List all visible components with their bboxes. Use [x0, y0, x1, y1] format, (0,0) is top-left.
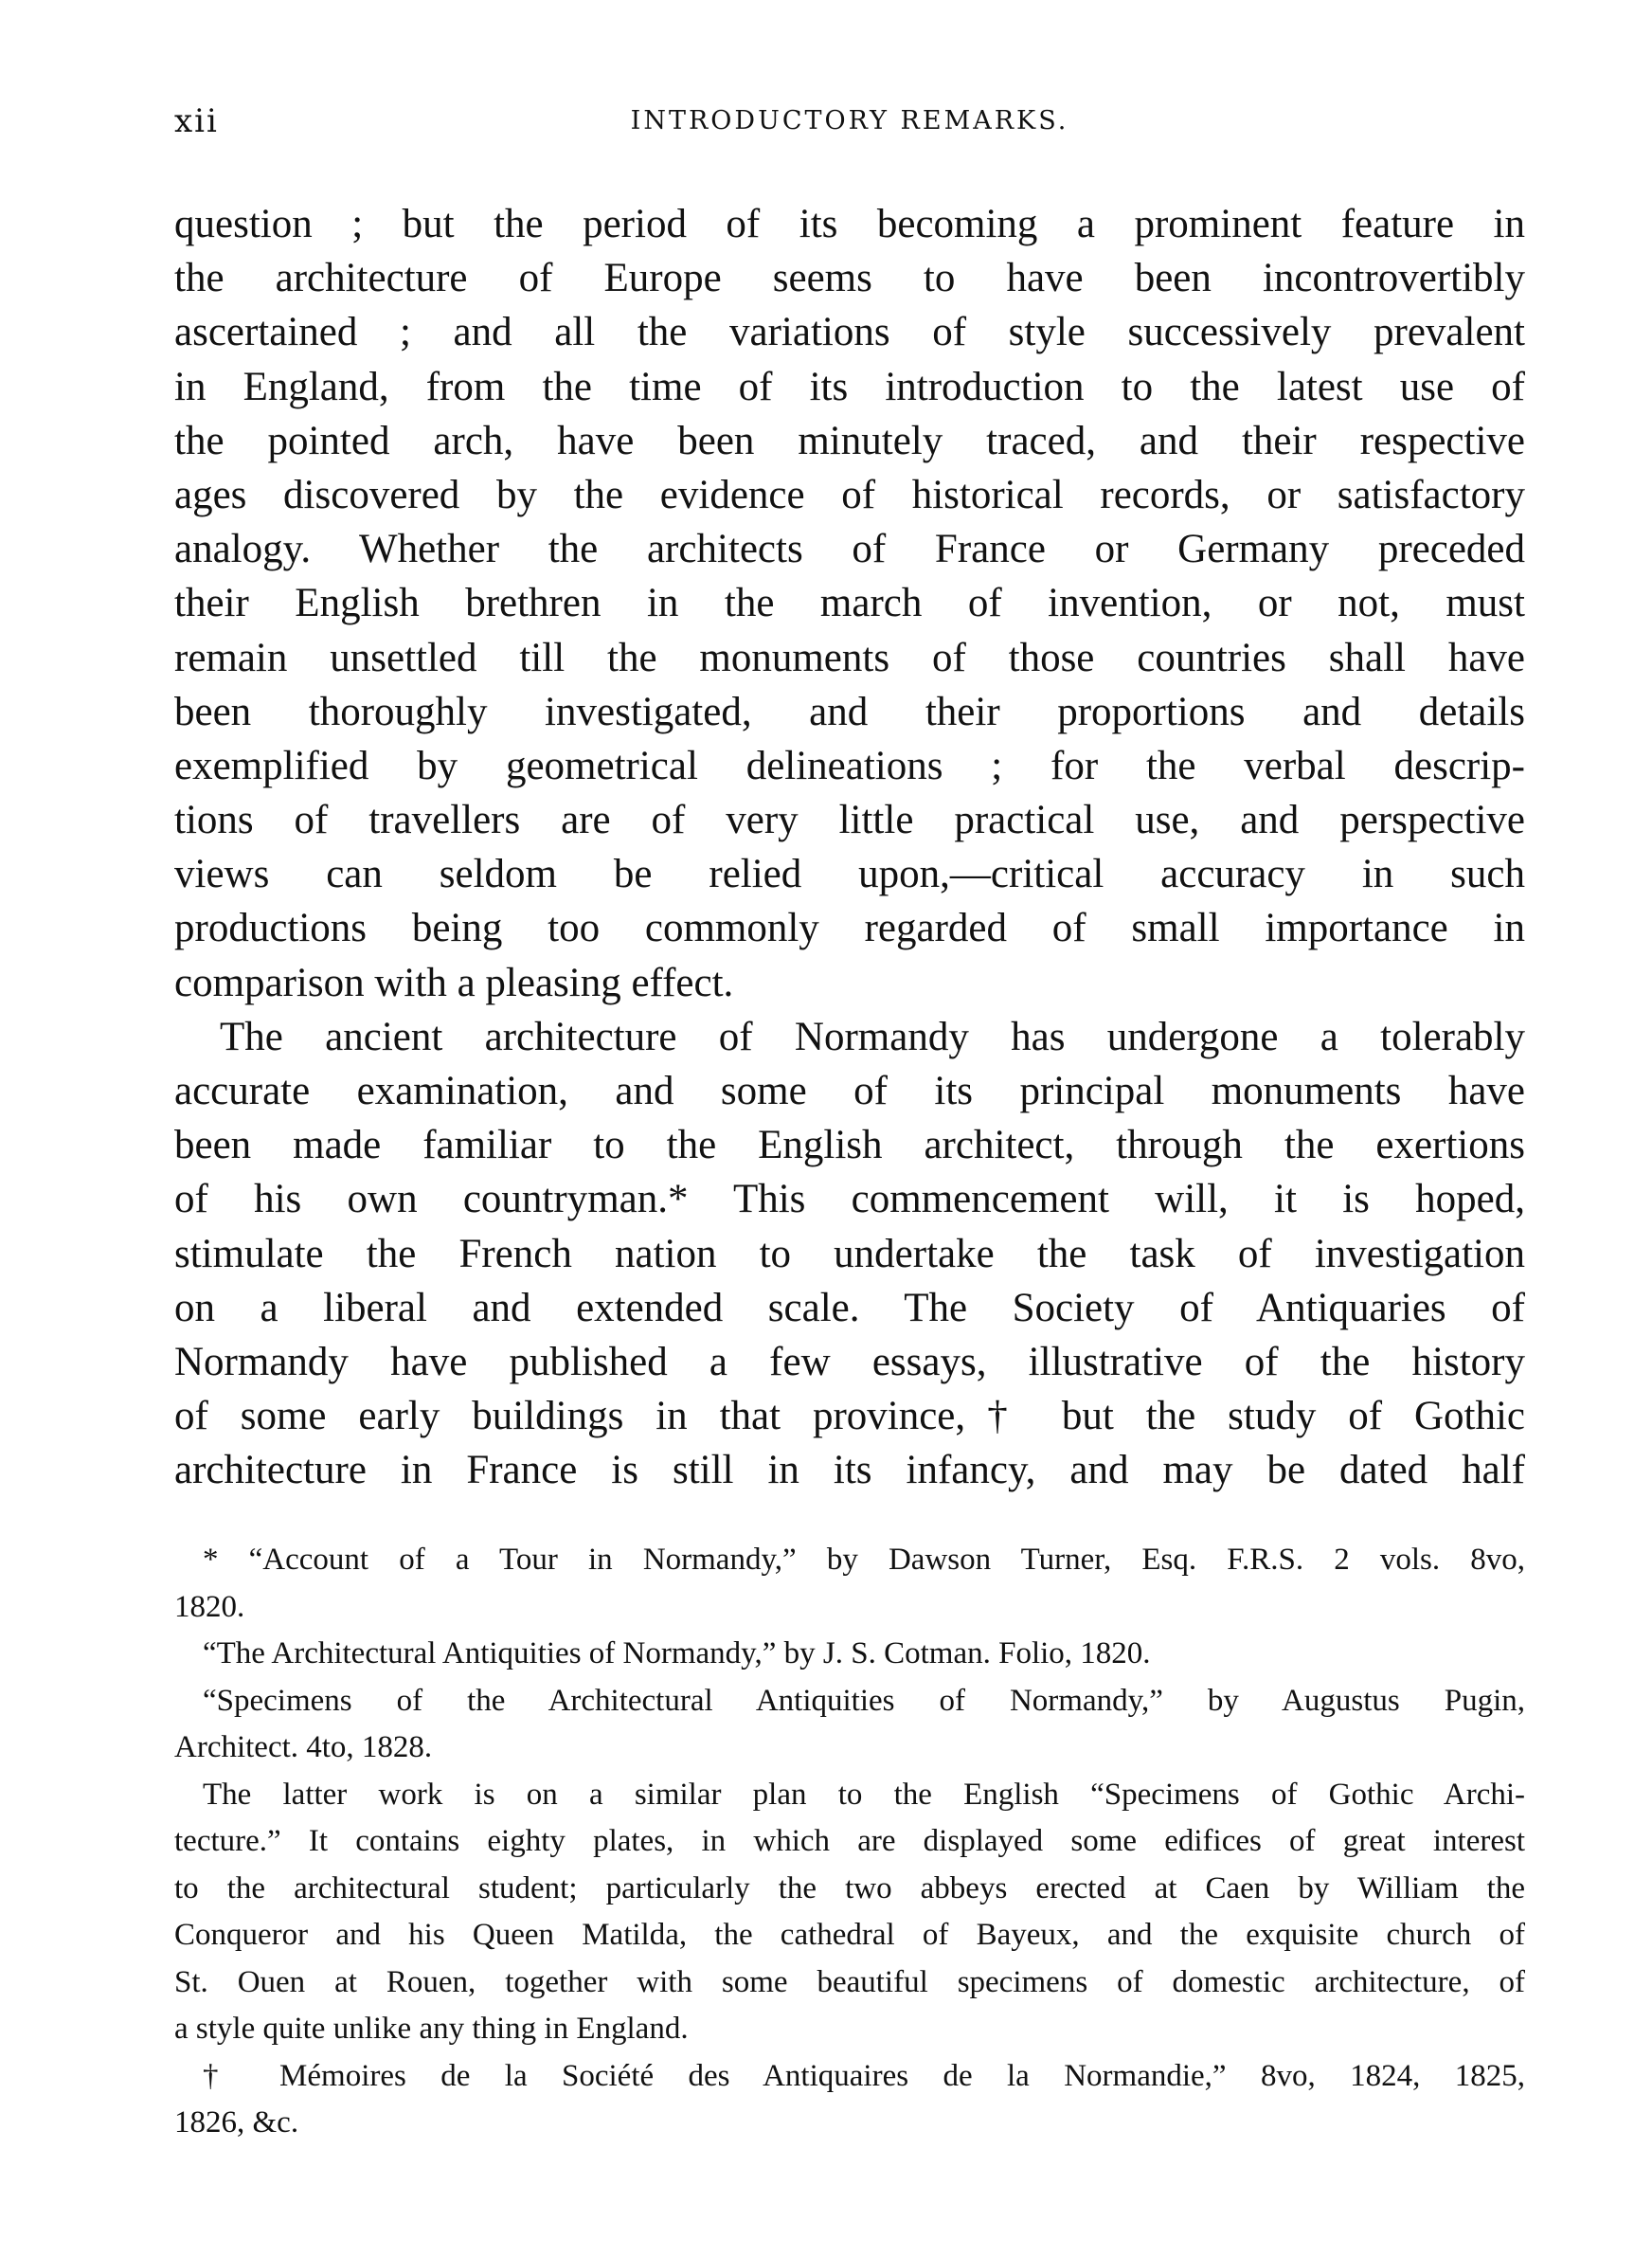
body-line: been thoroughly investigated, and their proportions and details	[174, 689, 1525, 734]
footnote-line: tecture.” It contains eighty plates, in which are displayed some edifices of great interest	[174, 1824, 1525, 1858]
running-title: INTRODUCTORY REMARKS.	[630, 106, 1069, 135]
body-line: exemplified by geometrical delineations ; for the verbal descrip-	[174, 743, 1525, 788]
body-line: on a liberal and extended scale. The Society of Antiquaries of	[174, 1285, 1525, 1330]
body-line: productions being too commonly regarded of small importance in	[174, 906, 1525, 951]
body-line: analogy. Whether the architects of France or Germany preceded	[174, 527, 1525, 572]
footnote-line: 1820.	[174, 1589, 245, 1624]
footnote-line: “The Architectural Antiquities of Normandy,” by J. S. Cotman. Folio, 1820.	[203, 1636, 1151, 1670]
footnotes	[174, 1537, 1525, 2147]
body-line: in England, from the time of its introduction to the latest use of	[174, 364, 1525, 409]
footnote-line: The latter work is on a similar plan to the English “Specimens of Gothic Archi-	[203, 1777, 1525, 1812]
footnote-line: 1826, &c.	[174, 2105, 299, 2140]
body-line: comparison with a pleasing effect.	[174, 960, 734, 1005]
body-line: ages discovered by the evidence of historical records, or satisfactory	[174, 472, 1525, 517]
body-line: the pointed arch, have been minutely traced, and their respective	[174, 418, 1525, 463]
page-header	[174, 102, 1525, 150]
footnote-line: * “Account of a Tour in Normandy,” by Dawson Turner, Esq. F.R.S. 2 vols. 8vo,	[203, 1543, 1525, 1577]
body-line: their English brethren in the march of invention, or not, must	[174, 581, 1525, 626]
body-line: The ancient architecture of Normandy has undergone a tolerably	[220, 1014, 1525, 1059]
body-line: remain unsettled till the monuments of those countries shall have	[174, 635, 1525, 680]
body-line: the architecture of Europe seems to have been incontrovertibly	[174, 256, 1525, 301]
body-line: accurate examination, and some of its principal monuments have	[174, 1069, 1525, 1113]
footnote-line: Conqueror and his Queen Matilda, the cathedral of Bayeux, and the exquisite church of	[174, 1918, 1525, 1952]
body-line: tions of travellers are of very little practical use, and perspective	[174, 798, 1525, 843]
body-line: architecture in France is still in its infancy, and may be dated half	[174, 1448, 1525, 1493]
footnote-line: “Specimens of the Architectural Antiquities of Normandy,” by Augustus Pugin,	[203, 1683, 1525, 1718]
body-line: ascertained ; and all the variations of style successively prevalent	[174, 310, 1525, 355]
footnote-line: Architect. 4to, 1828.	[174, 1730, 433, 1764]
body-line: stimulate the French nation to undertake the task of investigation	[174, 1231, 1525, 1276]
footnote-line: † Mémoires de la Société des Antiquaires de la Normandie,” 8vo, 1824, 1825,	[203, 2058, 1525, 2093]
footnote-line: a style quite unlike any thing in England.	[174, 2012, 689, 2046]
body-line: of some early buildings in that province,† but the study of Gothic	[174, 1394, 1525, 1439]
body-line: Normandy have published a few essays, illustrative of the history	[174, 1339, 1525, 1384]
page-number: xii	[174, 102, 219, 140]
footnote-line: to the architectural student; particularly the two abbeys erected at Caen by William the	[174, 1870, 1525, 1905]
footnote-line: St. Ouen at Rouen, together with some beautiful specimens of domestic architecture, of	[174, 1964, 1525, 1999]
body-line: of his own countryman.* This commencement will, it is hoped,	[174, 1177, 1525, 1222]
body-line: been made familiar to the English architect, through the exertions	[174, 1123, 1525, 1168]
body-text	[174, 197, 1525, 1498]
body-line: views can seldom be relied upon,—critical accuracy in such	[174, 852, 1525, 897]
body-line: question ; but the period of its becoming a prominent feature in	[174, 202, 1525, 246]
